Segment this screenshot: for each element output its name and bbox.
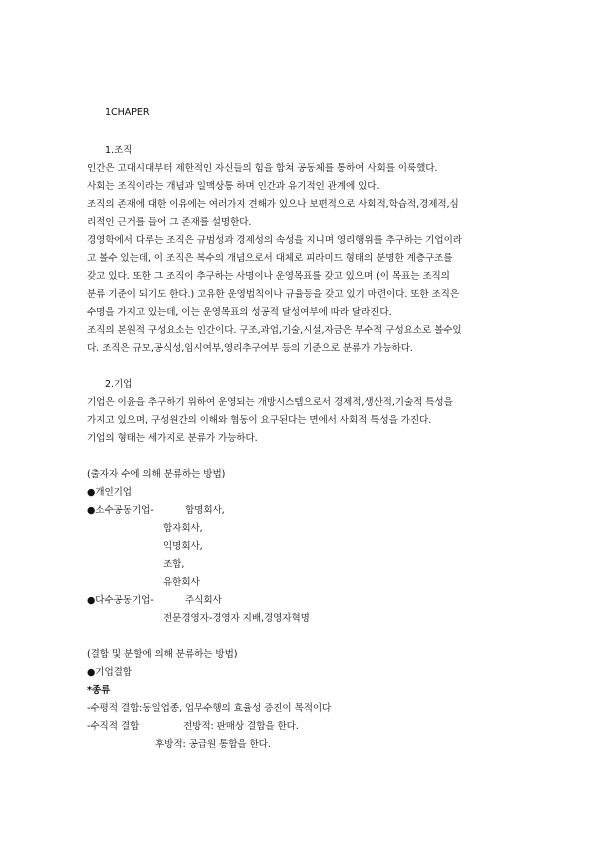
- company-type: 합명회사,: [185, 505, 225, 516]
- bullet-icon: ●: [87, 505, 96, 516]
- section1-line: 다. 조직은 규모,공식성,임시여부,영리추구여부 등의 기준으로 분류가 가능하다.: [87, 343, 413, 354]
- bullet-item-merger: [87, 666, 132, 679]
- backward-merger: 후방적: 공급원 통합을 한다.: [155, 739, 271, 750]
- bullet-item-individual: [87, 486, 132, 499]
- company-type: 전문경영자-경영자 지배,경영자혁명: [163, 613, 310, 624]
- types-label: *종류: [87, 685, 111, 696]
- bullet-icon: ●: [87, 667, 96, 678]
- section2-line: 기업의 형태는 세가지로 분류가 가능하다.: [87, 433, 258, 444]
- section1-line: 인간은 고대시대부터 제한적인 자신들의 힘을 합쳐 공동체를 통하여 사회를 이룩했다.: [87, 163, 438, 174]
- chapter-title: 1CHAPER: [105, 107, 150, 118]
- bullet-item-label: 개인기업: [95, 487, 132, 498]
- section1-heading: 1.조직: [105, 145, 133, 156]
- bullet-item-large-joint: [87, 594, 154, 607]
- bullet-icon: ●: [87, 487, 96, 498]
- section1-line: 리적인 근거를 들어 그 존재를 설명한다.: [87, 217, 252, 228]
- company-type: 유한회사: [163, 577, 200, 588]
- company-type: 익명회사,: [163, 541, 203, 552]
- section2-line: 기업은 이윤을 추구하기 위하여 운영되는 개방시스템으로서 경제적,생산적,기술적 특성을: [87, 397, 453, 408]
- forward-merger: 전방적: 판매상 결합을 한다.: [183, 721, 299, 732]
- section1-line: 수명을 가지고 있는데, 이는 운영목표의 성공적 달성여부에 따라 달라진다.: [87, 307, 392, 318]
- section2-line: 가지고 있으며, 구성원간의 이해와 협동이 요구된다는 면에서 사회적 특성을 가진다.: [87, 415, 432, 426]
- horizontal-merger: -수평적 결합:동일업종, 업무수행의 효율성 증진이 목적이다: [87, 703, 332, 714]
- bullet-item-label: 소수공동기업-: [95, 505, 154, 516]
- company-type: 주식회사: [185, 595, 222, 606]
- section1-line: 분류 기준이 되기도 한다.) 고유한 운영법칙이나 규율등을 갖고 있기 마련이다. 또한 조직은: [87, 289, 460, 300]
- bullet-item-label: 다수공동기업-: [95, 595, 154, 606]
- bullet-item-small-joint: [87, 504, 154, 517]
- vertical-merger-label: -수직적 결합: [87, 721, 140, 732]
- section2-heading: 2.기업: [105, 379, 133, 390]
- company-type: 합자회사,: [163, 523, 203, 534]
- company-type: 조합,: [163, 559, 185, 570]
- section1-line: 조직의 존재에 대한 이유에는 여러가지 견해가 있으나 보편적으로 사회적,학습적,경제적,심: [87, 199, 459, 210]
- merger-section-title: (결합 및 분할에 의해 분류하는 방법): [87, 649, 238, 660]
- section1-line: 갖고 있다. 또한 그 조직이 추구하는 사명이나 운영목표를 갖고 있으며 (이 목표는 조직의: [87, 271, 450, 282]
- section1-line: 조직의 본원적 구성요소는 인간이다. 구조,과업,기술,시설,자금은 부수적 구성요소로 볼수있: [87, 325, 462, 336]
- section1-line: 고 볼수 있는데, 이 조직은 복수의 개념으로서 대체로 피라미드 형태의 분명한 계층구조를: [87, 253, 453, 264]
- bullet-item-label: 기업결합: [95, 667, 132, 678]
- section1-line: 사회는 조직이라는 개념과 일맥상통 하며 인간과 유기적인 관계에 있다.: [87, 181, 380, 192]
- section1-line: 경영학에서 다루는 조직은 규범성과 경제성의 속성을 지니며 영리행위를 추구하는 기업이라: [87, 235, 462, 246]
- bullet-icon: ●: [87, 595, 96, 606]
- investor-section-title: (출자자 수에 의해 분류하는 방법): [87, 469, 226, 480]
